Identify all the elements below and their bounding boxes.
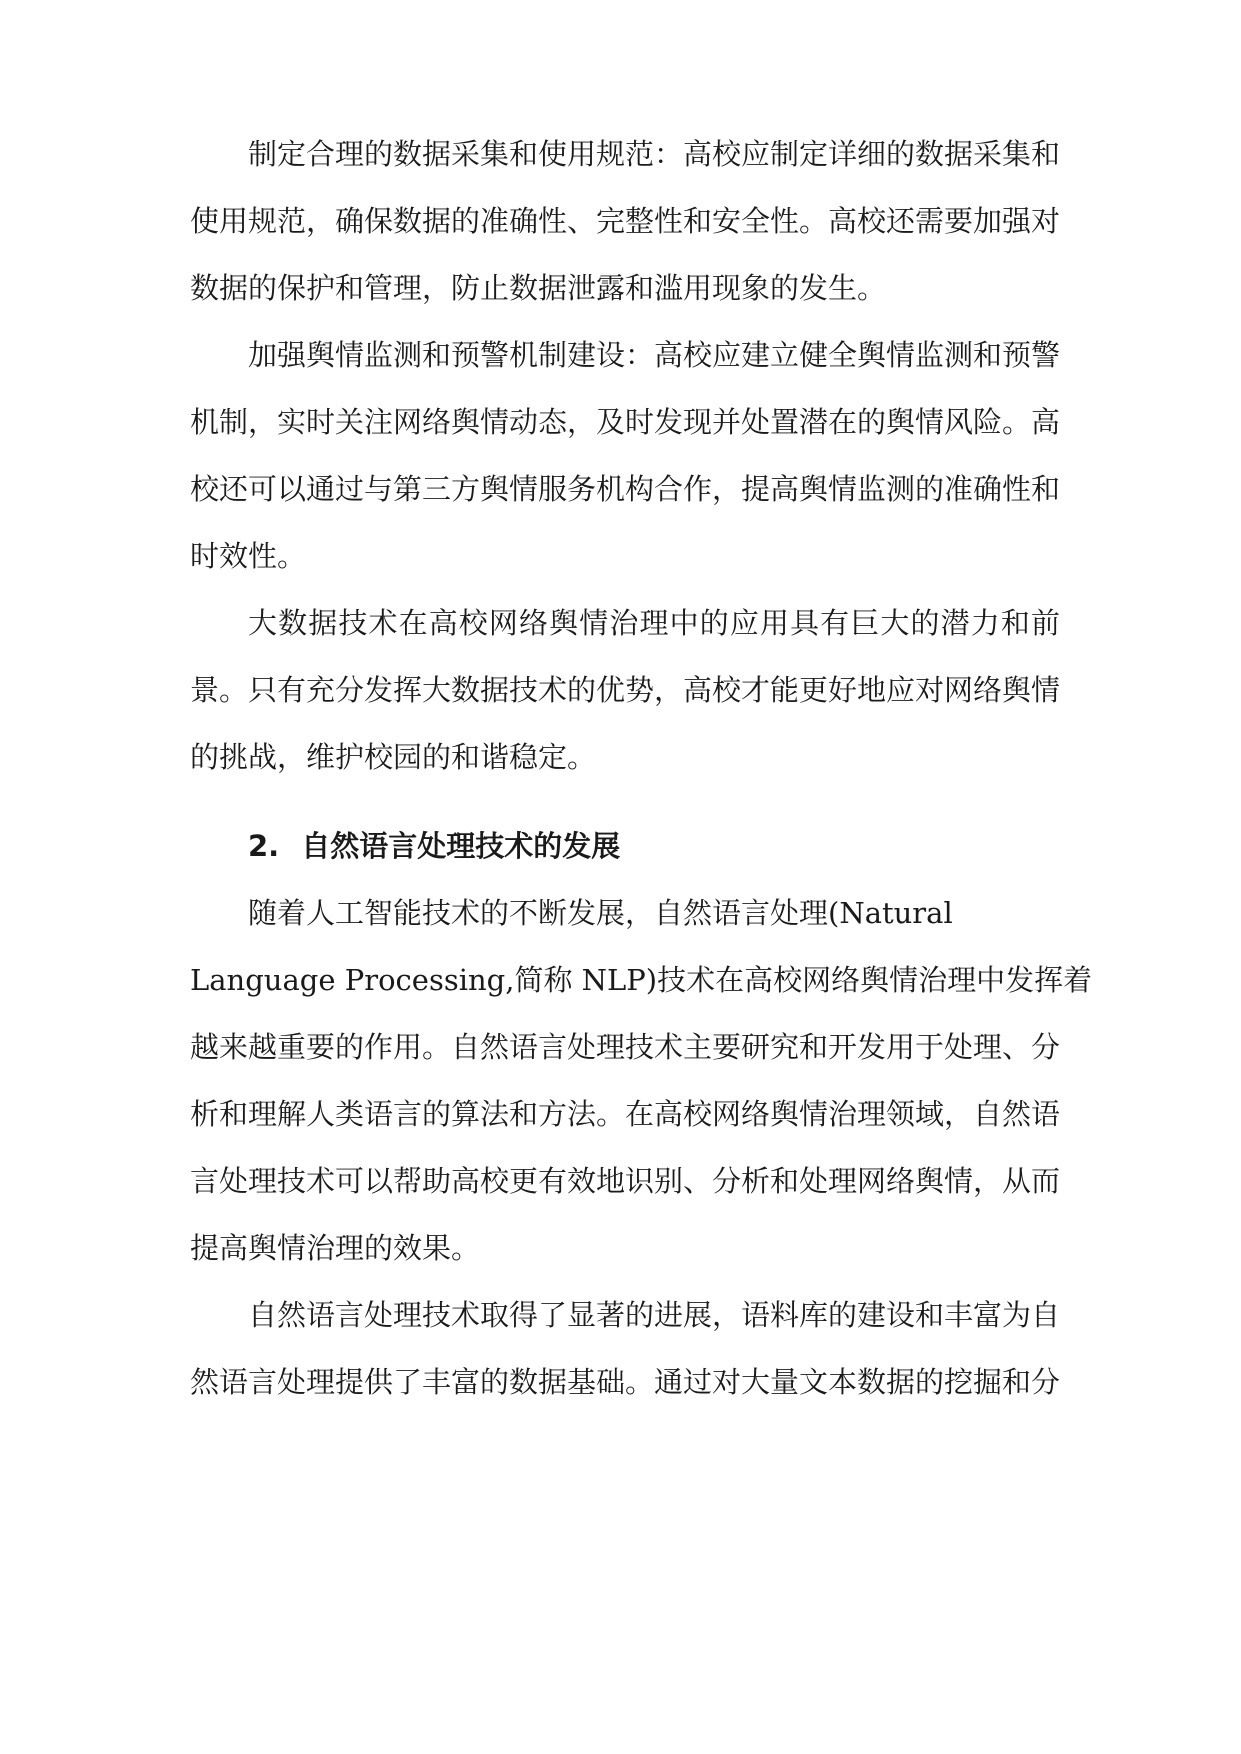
paragraph-4-line-2: Language Processing,简称 NLP)技术在高校网络舆情治理中发挥着 bbox=[190, 963, 1093, 997]
paragraph-4-line-5: 言处理技术可以帮助高校更有效地识别、分析和处理网络舆情，从而 bbox=[190, 1164, 1061, 1198]
section-title: 自然语言处理技术的发展 bbox=[301, 829, 621, 863]
paragraph-4-line-6: 提高舆情治理的效果。 bbox=[190, 1231, 481, 1265]
paragraph-2-line-2: 机制，实时关注网络舆情动态，及时发现并处置潜在的舆情风险。高 bbox=[190, 405, 1061, 439]
section-heading bbox=[248, 826, 620, 866]
section-number: 2. bbox=[248, 829, 280, 863]
paragraph-4-line-1: 随着人工智能技术的不断发展，自然语言处理(Natural bbox=[248, 896, 953, 930]
paragraph-1-line-3: 数据的保护和管理，防止数据泄露和滥用现象的发生。 bbox=[190, 271, 887, 305]
paragraph-2-line-4: 时效性。 bbox=[190, 539, 307, 573]
paragraph-5-line-2: 然语言处理提供了丰富的数据基础。通过对大量文本数据的挖掘和分 bbox=[190, 1365, 1061, 1399]
paragraph-4-line-3: 越来越重要的作用。自然语言处理技术主要研究和开发用于处理、分 bbox=[190, 1030, 1061, 1064]
paragraph-3-line-2: 景。只有充分发挥大数据技术的优势，高校才能更好地应对网络舆情 bbox=[190, 673, 1061, 707]
paragraph-2-line-1: 加强舆情监测和预警机制建设：高校应建立健全舆情监测和预警 bbox=[248, 338, 1061, 372]
paragraph-1-line-2: 使用规范，确保数据的准确性、完整性和安全性。高校还需要加强对 bbox=[190, 204, 1061, 238]
paragraph-2-line-3: 校还可以通过与第三方舆情服务机构合作，提高舆情监测的准确性和 bbox=[190, 472, 1061, 506]
paragraph-5-line-1: 自然语言处理技术取得了显著的进展，语料库的建设和丰富为自 bbox=[248, 1298, 1061, 1332]
paragraph-3-line-3: 的挑战，维护校园的和谐稳定。 bbox=[190, 740, 597, 774]
paragraph-1-line-1: 制定合理的数据采集和使用规范：高校应制定详细的数据采集和 bbox=[248, 137, 1061, 171]
paragraph-3-line-1: 大数据技术在高校网络舆情治理中的应用具有巨大的潜力和前 bbox=[248, 606, 1060, 640]
paragraph-4-line-4: 析和理解人类语言的算法和方法。在高校网络舆情治理领域，自然语 bbox=[190, 1097, 1061, 1131]
